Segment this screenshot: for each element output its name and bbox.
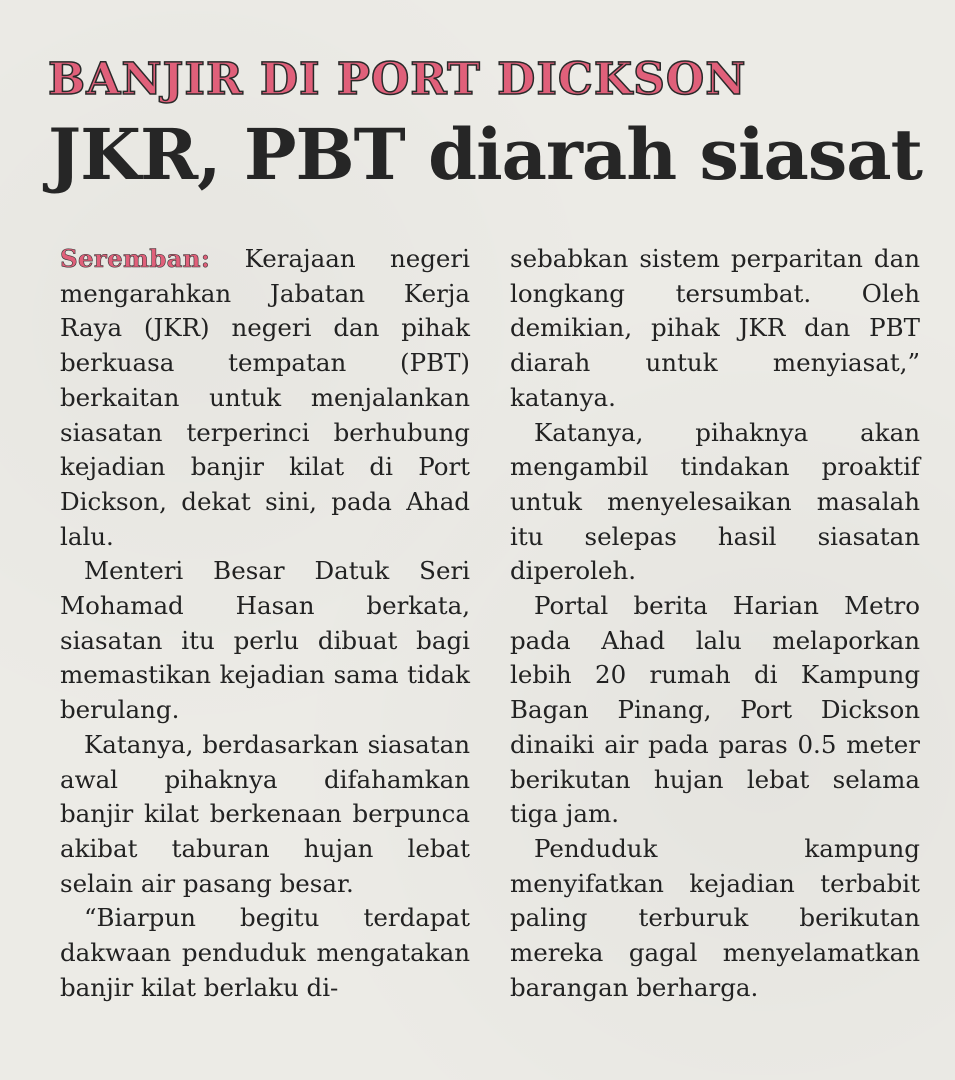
paragraph: Portal berita Harian Metro pada Ahad lalu melaporkan lebih 20 rumah di Kampung Bagan Pinang, Port Dickson dinaiki air pada paras 0.5 meter berikutan hujan lebat selama tiga jam.	[510, 591, 920, 829]
headline: JKR, PBT diarah siasat	[48, 113, 922, 196]
section-kicker: BANJIR DI PORT DICKSON	[48, 54, 747, 105]
paragraph	[60, 242, 470, 554]
paragraph: sebabkan sistem perparitan dan longkang tersumbat. Oleh demikian, pihak JKR dan PBT diarah untuk menyiasat,” katanya.	[510, 244, 920, 412]
paragraph: Katanya, pihaknya akan mengambil tindakan proaktif untuk menyelesaikan masalah itu selepas hasil siasatan diperoleh.	[510, 417, 920, 586]
dateline: Seremban:	[60, 244, 211, 273]
article-column-right	[510, 242, 920, 1062]
paragraph-text: Kerajaan negeri mengarahkan Jabatan Kerja Raya (JKR) negeri dan pihak berkuasa tempatan (PBT) berkaitan untuk menjalankan siasatan terperinci berhubung kejadian banjir kilat di Port Dickson, dekat sini, pada Ahad lalu.	[60, 244, 470, 551]
paragraph: Menteri Besar Datuk Seri Mohamad Hasan berkata, siasatan itu perlu dibuat bagi memastikan kejadian sama tidak berulang.	[60, 556, 470, 725]
article-column-left	[60, 242, 470, 1062]
paragraph: “Biarpun begitu terdapat dakwaan penduduk mengatakan banjir kilat berlaku di-	[60, 903, 470, 1002]
paragraph: Penduduk kampung menyifatkan kejadian terbabit paling terburuk berikutan mereka gagal menyelamatkan barangan berharga.	[510, 833, 920, 1002]
article-body	[60, 242, 920, 1062]
paragraph: Katanya, berdasarkan siasatan awal pihaknya difahamkan banjir kilat berkenaan berpunca akibat taburan hujan lebat selain air pasang besar.	[60, 729, 470, 898]
